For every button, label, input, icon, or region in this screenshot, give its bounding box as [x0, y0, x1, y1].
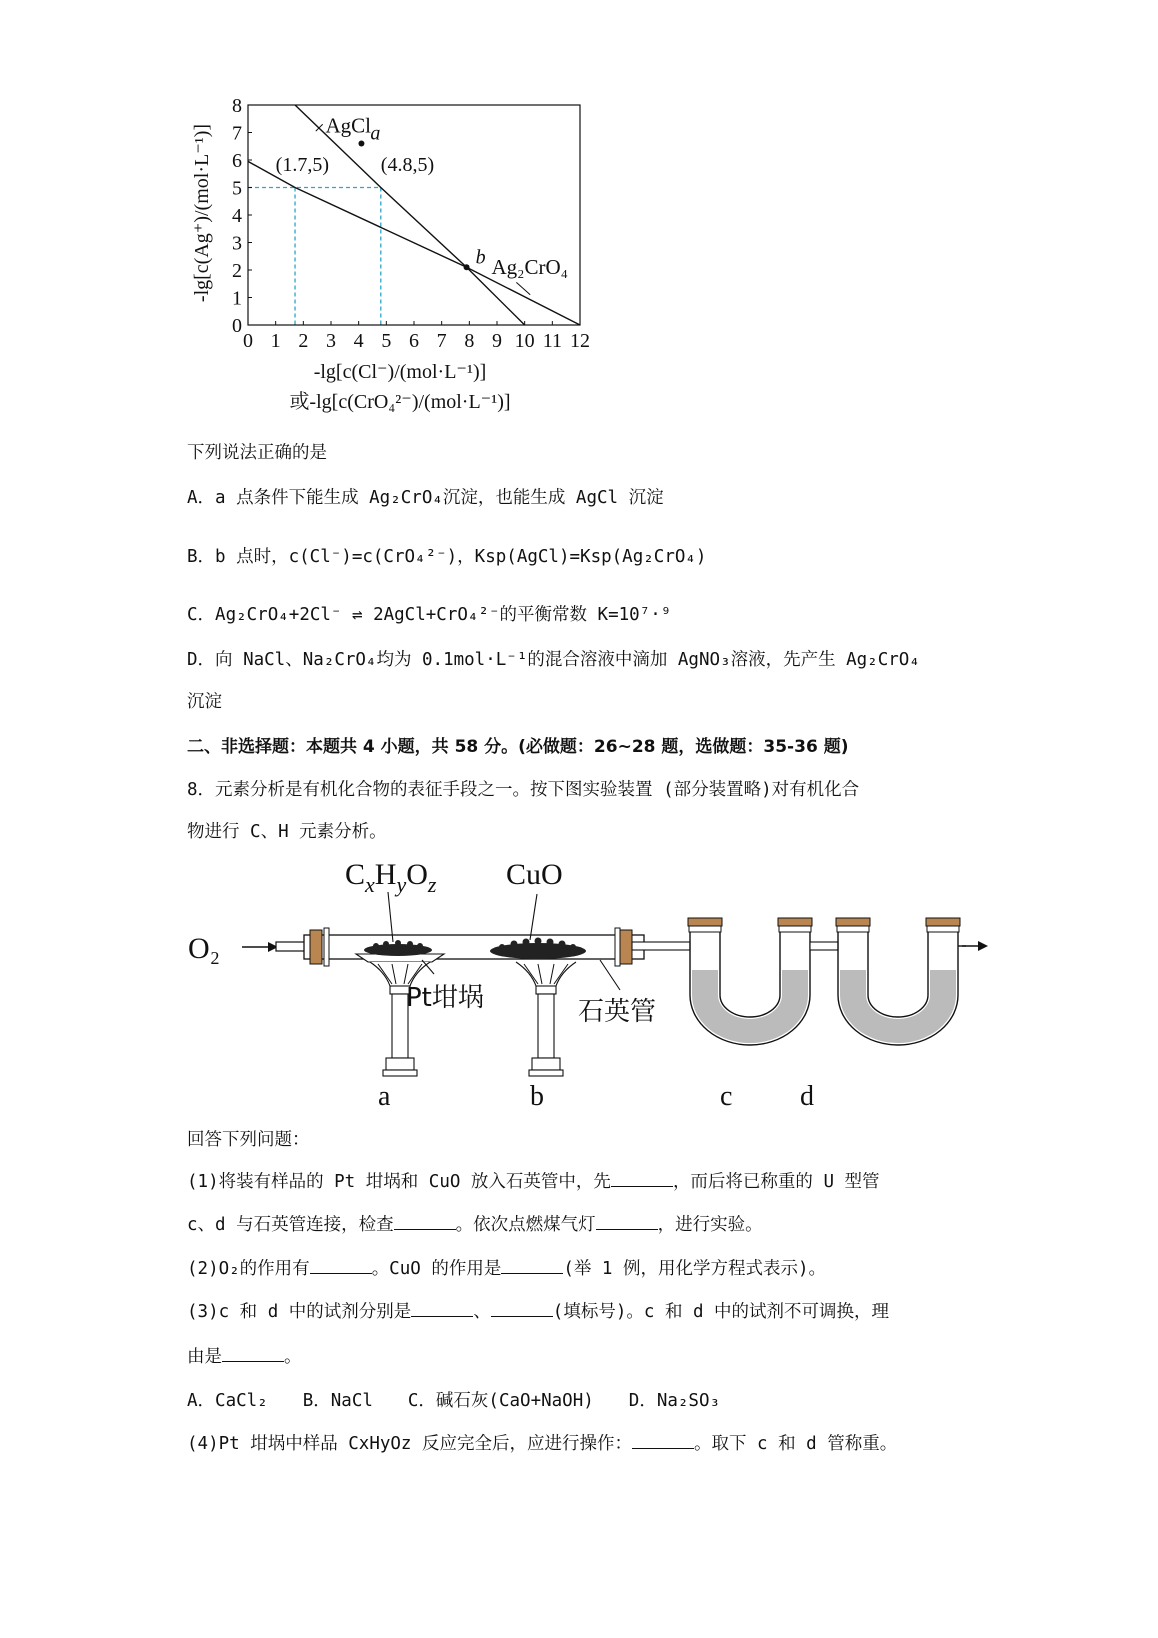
- cuo-label: CuO: [506, 858, 563, 891]
- x-tick-label: 8: [464, 330, 475, 352]
- q3-options: A．CaCl₂ B．NaCl C．碱石灰(CaO+NaOH) D．Na₂SO₃: [187, 1391, 721, 1411]
- q4: (4)Pt 坩埚中样品 CxHyOz 反应完全后，应进行操作： 。取下 c 和 d 管称重。: [187, 1434, 898, 1454]
- y-tick-label: 6: [232, 150, 242, 172]
- x-tick-label: 3: [326, 330, 336, 352]
- x-tick-label: 4: [353, 330, 364, 352]
- blank: [632, 1432, 694, 1449]
- blank: [596, 1213, 658, 1230]
- q3-line2: 由是 。: [187, 1347, 302, 1367]
- y-tick-label: 5: [232, 177, 242, 200]
- label-d: d: [800, 1081, 814, 1112]
- u-tube-d: [836, 918, 960, 1045]
- y-tick-label: 7: [232, 122, 242, 145]
- option-d: D．向 NaCl、Na₂CrO₄均为 0.1mol·L⁻¹的混合溶液中滴加 AgNO₃溶液，先产生 Ag₂CrO₄: [187, 650, 920, 670]
- answer-prompt: 回答下列问题：: [187, 1130, 310, 1150]
- ref-point-label: (4.8,5): [380, 154, 435, 176]
- x-tick-label: 7: [436, 330, 447, 352]
- outlet-arrow-icon: [962, 936, 992, 956]
- apparatus-diagram: [180, 850, 970, 1120]
- blank: [411, 1300, 473, 1317]
- y-tick-label: 8: [232, 95, 242, 117]
- blank: [491, 1300, 553, 1317]
- y-tick-label: 1: [232, 287, 242, 310]
- question8-stem-line2: 物进行 C、H 元素分析。: [187, 822, 387, 842]
- series-line: [248, 161, 580, 325]
- blank: [222, 1345, 284, 1362]
- q3-line1: (3)c 和 d 中的试剂分别是 、 (填标号)。c 和 d 中的试剂不可调换，理: [187, 1302, 890, 1322]
- marked-point-label: a: [370, 122, 381, 145]
- burner-b: [516, 962, 576, 1076]
- quartz-tube: [304, 935, 644, 959]
- option-c: C．Ag₂CrO₄+2Cl⁻ ⇌ 2AgCl+CrO₄²⁻的平衡常数 K=10⁷·⁹: [187, 605, 672, 625]
- q1-line2: c、d 与石英管连接，检查 。依次点燃煤气灯 ，进行实验。: [187, 1215, 763, 1235]
- label-a: a: [378, 1081, 391, 1112]
- x-axis-label-2: 或-lg[c(CrO₄²⁻)/(mol·L⁻¹)]: [289, 391, 511, 413]
- series-line: [295, 105, 525, 325]
- x-tick-label: 12: [570, 330, 590, 352]
- x-tick-label: 1: [270, 330, 281, 352]
- section-heading: 二、非选择题：本题共 4 小题，共 58 分。(必做题：26~28 题，选做题：35-36 题): [187, 737, 849, 757]
- option-a: A．a 点条件下能生成 Ag₂CrO₄沉淀，也能生成 AgCl 沉淀: [187, 488, 664, 508]
- series-label-ag2cro4: Ag₂CrO₄: [491, 255, 568, 280]
- label-c: c: [720, 1081, 733, 1112]
- blank: [501, 1257, 563, 1274]
- burner-a: [370, 962, 430, 1076]
- x-axis-label: -lg[c(Cl⁻)/(mol·L⁻¹)]: [313, 361, 487, 383]
- x-tick-label: 0: [243, 330, 253, 352]
- plot-frame: [248, 105, 580, 325]
- blank: [611, 1170, 673, 1187]
- ref-point-label: (1.7,5): [275, 154, 329, 176]
- option-d-continued: 沉淀: [187, 692, 222, 712]
- solubility-chart: [180, 95, 620, 425]
- y-tick-label: 2: [232, 260, 242, 282]
- x-tick-label: 6: [409, 330, 419, 352]
- x-tick-label: 5: [381, 330, 392, 352]
- x-tick-label: 10: [514, 330, 535, 352]
- y-tick-label: 4: [232, 205, 242, 227]
- x-tick-label: 11: [542, 330, 562, 352]
- q1-line1: (1)将装有样品的 Pt 坩埚和 CuO 放入石英管中，先 ，而后将已称重的 U 型管: [187, 1172, 880, 1192]
- sample-label: $C_xH_yO_z$: [345, 858, 437, 897]
- o2-label: O₂: [188, 932, 221, 965]
- question8-stem-line1: 8．元素分析是有机化合物的表征手段之一。按下图实验装置 (部分装置略)对有机化合: [187, 780, 860, 800]
- crucible-label: Pt坩埚: [406, 983, 484, 1013]
- marked-point: [464, 264, 470, 270]
- blank: [310, 1257, 372, 1274]
- y-tick-label: 0: [232, 315, 242, 337]
- marked-point: [358, 141, 364, 147]
- option-b: B．b 点时，c(Cl⁻)=c(CrO₄²⁻)，Ksp(AgCl)=Ksp(Ag₂CrO₄): [187, 547, 707, 567]
- label-b: b: [530, 1081, 544, 1112]
- x-tick-label: 9: [492, 330, 502, 352]
- y-tick-label: 3: [232, 232, 242, 255]
- question-prompt: 下列说法正确的是: [187, 443, 327, 463]
- tube-label: 石英管: [578, 997, 657, 1027]
- marked-point-label: b: [475, 246, 486, 269]
- q2: (2)O₂的作用有 。CuO 的作用是 (举 1 例，用化学方程式表示)。: [187, 1259, 827, 1279]
- x-tick-label: 2: [298, 330, 309, 352]
- y-axis-label: -lg[c(Ag⁺)/(mol·L⁻¹)]: [191, 123, 213, 303]
- u-tube-c: [688, 918, 812, 1045]
- series-label-agcl: AgCl: [325, 113, 371, 138]
- blank: [394, 1213, 456, 1230]
